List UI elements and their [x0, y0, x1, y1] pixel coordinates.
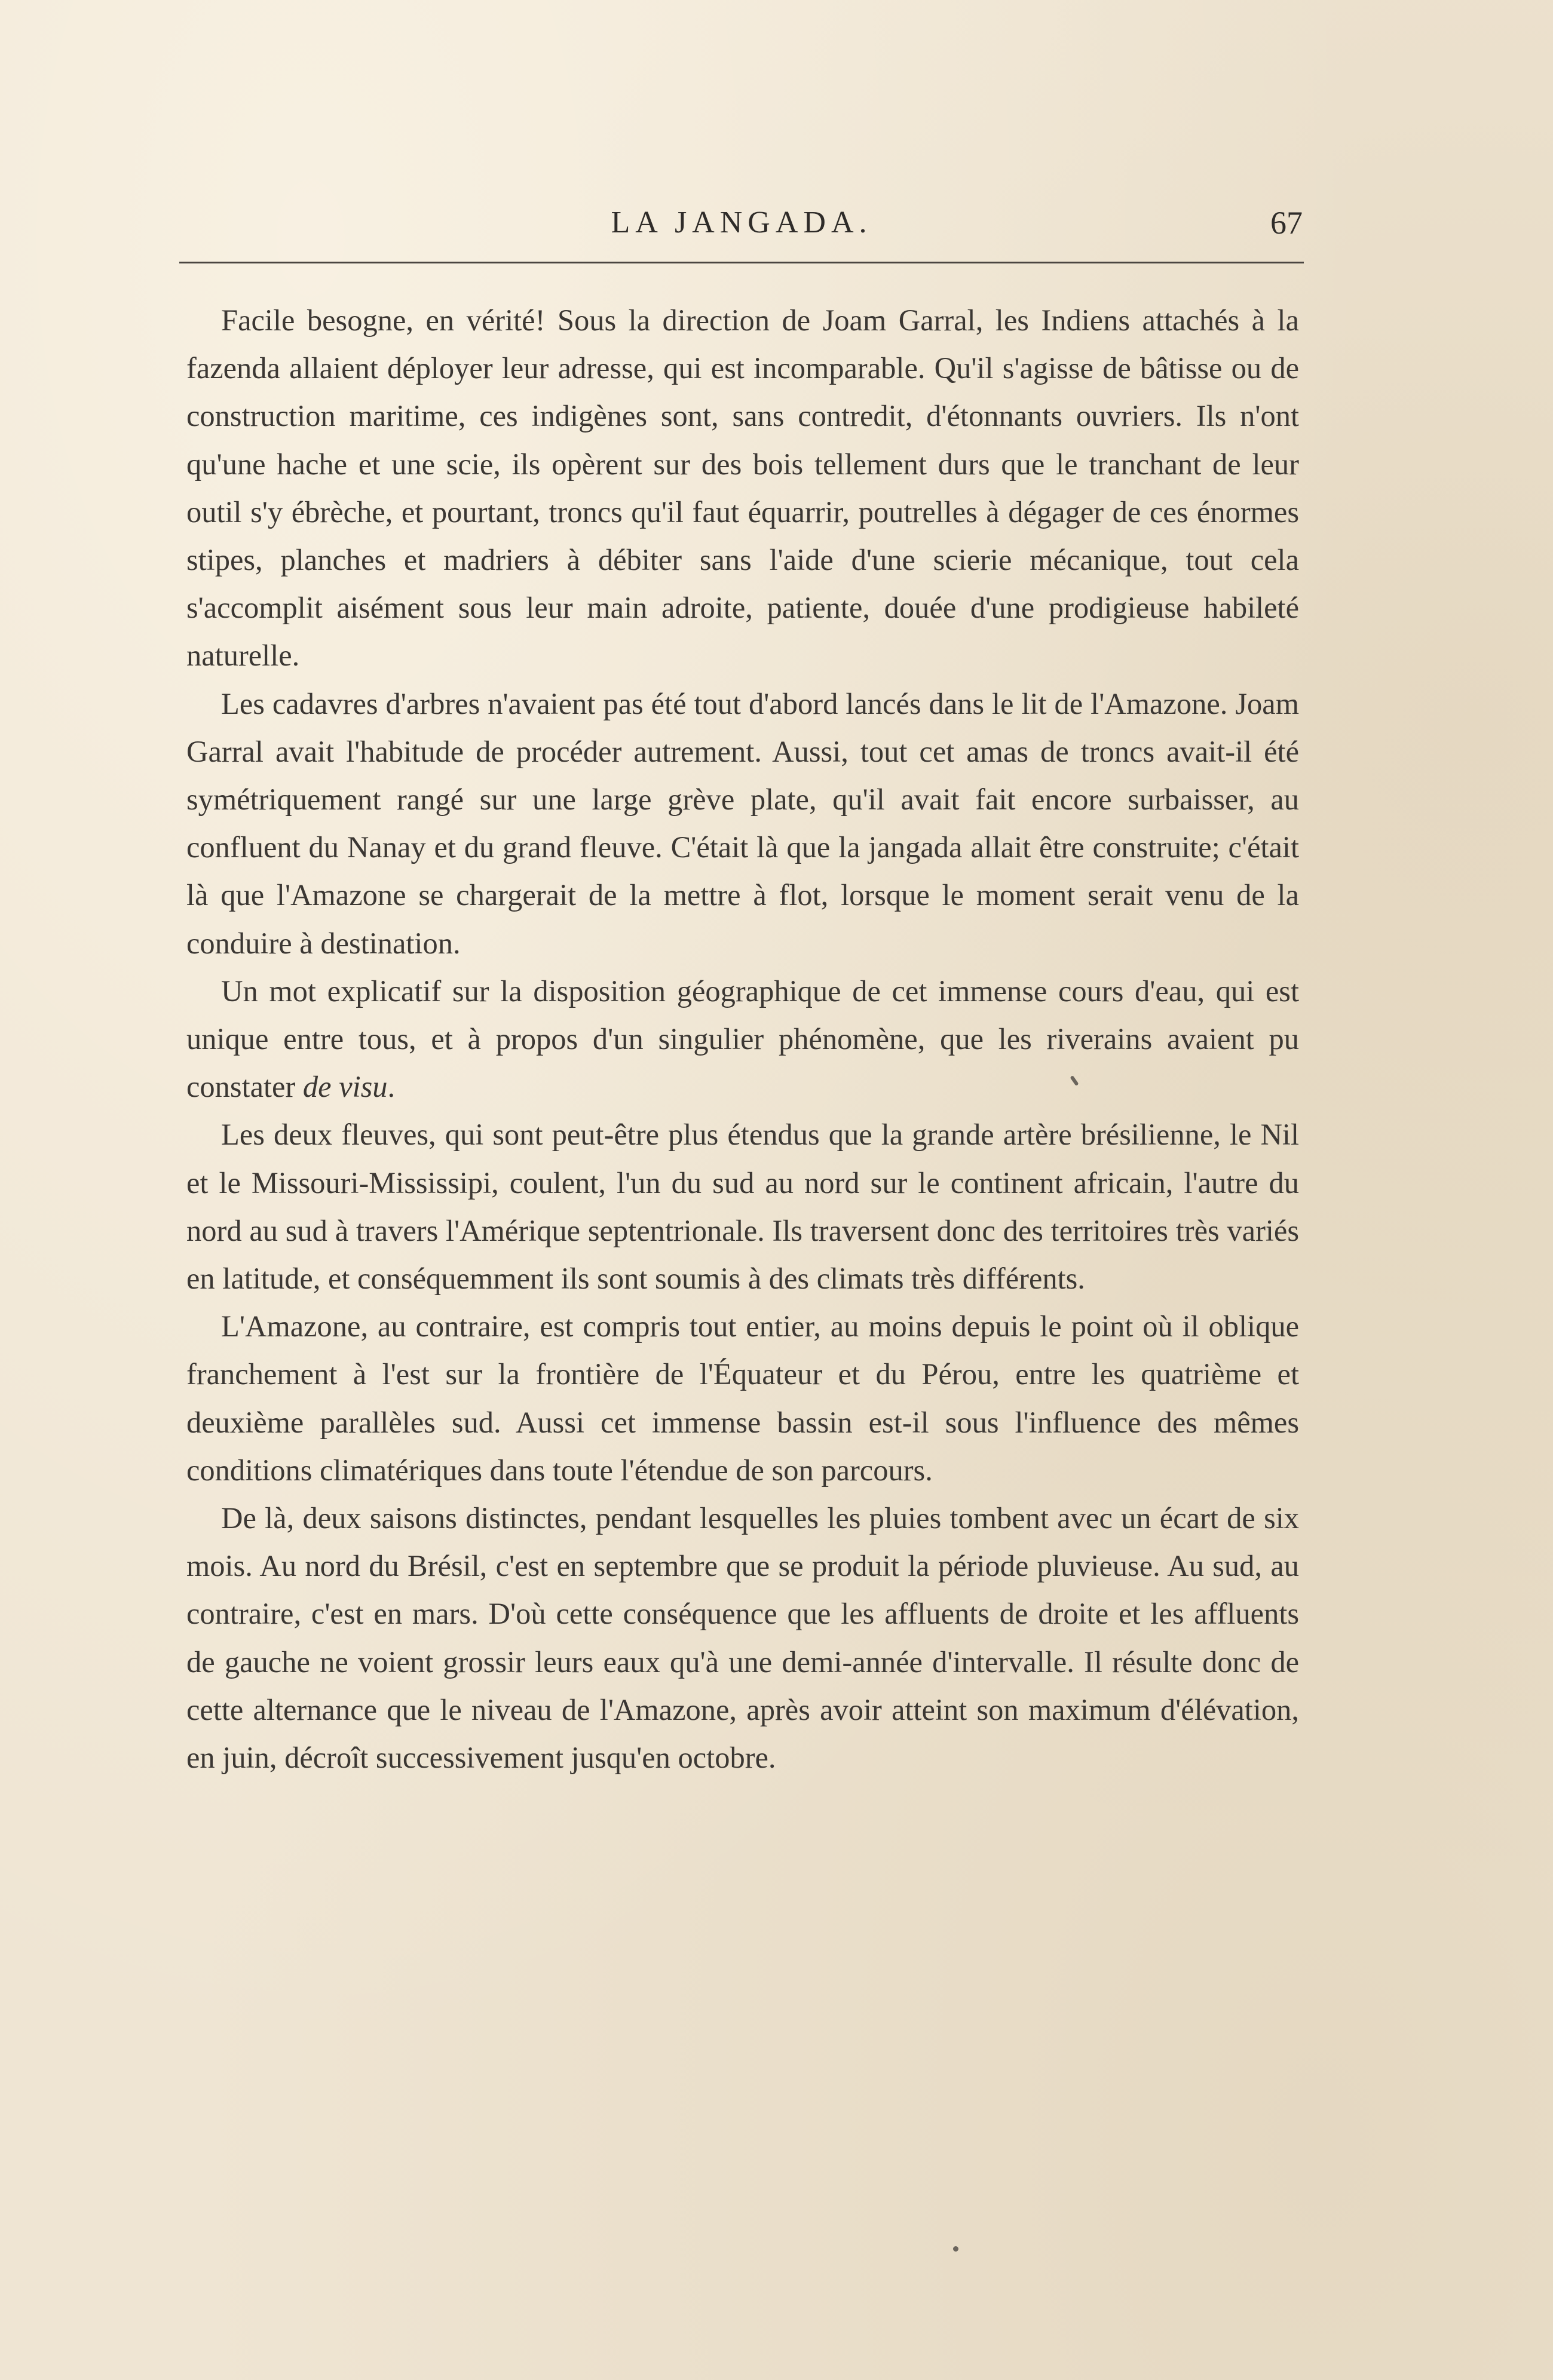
paragraph: Facile besogne, en vérité! Sous la direction de Joam Garral, les Indiens attachés à la fazenda allaient déployer leur adresse, qui est incomparable. Qu'il s'agisse de bâtisse ou de construction maritime, ces indigènes sont, sans contredit, d'étonnants ouvriers. Ils n'ont qu'une hache et une scie, ils opèrent sur des bois tellement durs que le tranchant de leur outil s'y ébrèche, et pourtant, troncs qu'il faut équarrir, poutrelles à dégager de ces énormes stipes, planches et madriers à débiter sans l'aide d'une scierie mécanique, tout cela s'accomplit aisément sous leur main adroite, patiente, douée d'une prodigieuse habileté naturelle.	[186, 303, 1299, 673]
paragraph: Les deux fleuves, qui sont peut-être plus étendus que la grande artère brésilienne, le Nil et le Missouri-Mississipi, coulent, l'un du sud au nord sur le continent africain, l'autre du nord au sud à travers l'Amérique septentrionale. Ils traversent donc des territoires très variés en latitude, et conséquemment ils sont soumis à des climats très différents.	[186, 1118, 1299, 1296]
paragraph: L'Amazone, au contraire, est compris tout entier, au moins depuis le point où il oblique franchement à l'est sur la frontière de l'Équateur et du Pérou, entre les quatrième et deuxième parallèles sud. Aussi cet immense bassin est-il sous l'influence des mêmes conditions climatériques dans toute l'étendue de son parcours.	[186, 1309, 1299, 1487]
paper-speck	[953, 2246, 958, 2252]
body-text	[186, 296, 1299, 1781]
page-number: 67	[1270, 205, 1303, 241]
paragraph	[186, 967, 1299, 1111]
paragraph-text: Un mot explicatif sur la disposition géographique de cet immense cours d'eau, qui est unique entre tous, et à propos d'un singulier phénomène, que les riverains avaient pu constater	[186, 974, 1299, 1104]
paragraph: Les cadavres d'arbres n'avaient pas été tout d'abord lancés dans le lit de l'Amazone. Joam Garral avait l'habitude de procéder autrement. Aussi, tout cet amas de troncs avait-il été symétriquement rangé sur une large grève plate, qu'il avait fait encore surbaisser, au confluent du Nanay et du grand fleuve. C'était là que la jangada allait être construite; c'était là que l'Amazone se chargerait de la mettre à flot, lorsque le moment serait venu de la conduire à destination.	[186, 686, 1299, 960]
header-rule	[179, 262, 1304, 263]
running-head	[179, 202, 1304, 250]
emphasis-text: de visu	[302, 1070, 388, 1104]
paragraph: De là, deux saisons distinctes, pendant lesquelles les pluies tombent avec un écart de six mois. Au nord du Brésil, c'est en septembre que se produit la période pluvieuse. Au sud, au contraire, c'est en mars. D'où cette conséquence que les affluents de droite et les affluents de gauche ne voient grossir leurs eaux qu'à une demi-année d'intervalle. Il résulte donc de cette alternance que le niveau de l'Amazone, après avoir atteint son maximum d'élévation, en juin, décroît successivement jusqu'en octobre.	[186, 1501, 1299, 1775]
paragraph-text-end: .	[387, 1070, 396, 1104]
running-title: LA JANGADA.	[611, 206, 872, 240]
